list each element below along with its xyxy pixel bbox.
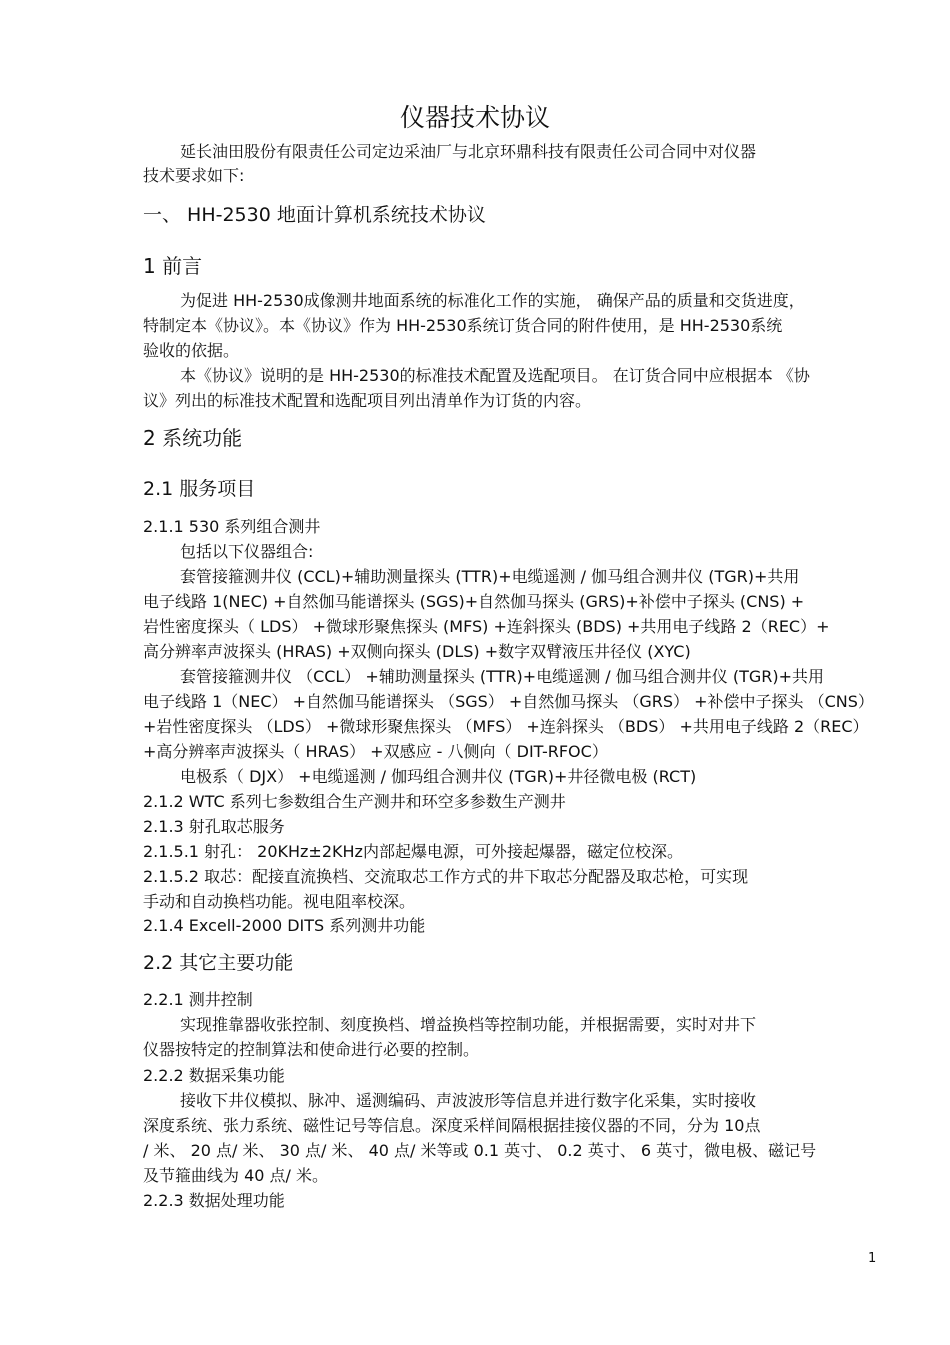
paragraph-line: 电子线路 1（NEC） +自然伽马能谱探头 （SGS） +自然伽马探头 （GRS） +补偿中子探头 （CNS） [143,692,874,711]
clause-heading: 2.2.2 数据采集功能 [143,1066,285,1085]
section-heading: 2 系统功能 [143,426,243,450]
paragraph-line: 及节箍曲线为 40 点/ 米。 [143,1166,329,1185]
paragraph-line: 接收下井仪模拟、脉冲、遥测编码、声波波形等信息并进行数字化采集，实时接收 [180,1091,757,1110]
paragraph-line: 高分辨率声波探头 (HRAS) +双侧向探头 (DLS) +数字双臂液压井径仪 (XYC) [143,642,691,661]
paragraph-line: 仪器按特定的控制算法和使命进行必要的控制。 [143,1040,480,1059]
paragraph-line: 本《协议》说明的是 HH-2530的标准技术配置及选配项目。 在订货合同中应根据本 《协 [180,366,810,385]
intro-line: 延长油田股份有限责任公司定边采油厂与北京环鼎科技有限责任公司合同中对仪器 [180,142,757,161]
clause-heading: 2.2.1 测井控制 [143,990,253,1009]
paragraph-line: 议》列出的标准技术配置和选配项目列出清单作为订货的内容。 [143,391,592,410]
paragraph-line: 为促进 HH-2530成像测井地面系统的标准化工作的实施， 确保产品的质量和交货进度， [180,291,805,310]
clause-heading: 2.1.2 WTC 系列七参数组合生产测井和环空多参数生产测井 [143,792,566,811]
paragraph-line: 套管接箍测井仪 (CCL)+辅助测量探头 (TTR)+电缆遥测 / 伽马组合测井仪 (TGR)+共用 [180,567,800,586]
paragraph-line: 套管接箍测井仪 （CCL） +辅助测量探头 (TTR)+电缆遥测 / 伽马组合测井仪 (TGR)+共用 [180,667,825,686]
paragraph-line: 验收的依据。 [143,341,240,360]
paragraph-line: 实现推靠器收张控制、刻度换档、增益换档等控制功能，并根据需要，实时对井下 [180,1015,757,1034]
paragraph-line: 岩性密度探头（ LDS） +微球形聚焦探头 (MFS) +连斜探头 (BDS) +共用电子线路 2（REC）+ [143,617,830,636]
clause-heading: 2.1.1 530 系列组合测井 [143,517,321,536]
subsection-heading: 2.2 其它主要功能 [143,952,294,974]
subsection-heading: 2.1 服务项目 [143,478,256,500]
paragraph-line: +岩性密度探头 （LDS） +微球形聚焦探头 （MFS） +连斜探头 （BDS） +共用电子线路 2（REC） [143,717,869,736]
paragraph-line: 特制定本《协议》。本《协议》作为 HH-2530系统订货合同的附件使用，是 HH-2530系统 [143,316,783,335]
clause-heading: 2.2.3 数据处理功能 [143,1191,285,1210]
paragraph-line: 手动和自动换档功能。视电阻率校深。 [143,892,416,911]
page-number: 1 [868,1251,877,1266]
paragraph-line: 包括以下仪器组合: [180,542,314,561]
clause-heading: 2.1.5.1 射孔： 20KHz±2KHz内部起爆电源，可外接起爆器，磁定位校深。 [143,842,683,861]
paragraph-line: 电极系（ DJX） +电缆遥测 / 伽玛组合测井仪 (TGR)+井径微电极 (RCT) [180,767,697,786]
paragraph-line: 深度系统、张力系统、磁性记号等信息。深度采样间隔根据挂接仪器的不同，分为 10点 [143,1116,761,1135]
section-heading: 一、 HH-2530 地面计算机系统技术协议 [143,204,486,226]
clause-heading: 2.1.4 Excell-2000 DITS 系列测井功能 [143,916,426,935]
clause-heading: 2.1.3 射孔取芯服务 [143,817,285,836]
clause-heading: 2.1.5.2 取芯：配接直流换档、交流取芯工作方式的井下取芯分配器及取芯枪，可实现 [143,867,749,886]
paragraph-line: / 米、 20 点/ 米、 30 点/ 米、 40 点/ 米等或 0.1 英寸、 0.2 英寸、 6 英寸，微电极、磁记号 [143,1141,817,1160]
paragraph-line: 电子线路 1(NEC) +自然伽马能谱探头 (SGS)+自然伽马探头 (GRS)+补偿中子探头 (CNS) + [143,592,805,611]
document-title: 仪器技术协议 [399,103,550,132]
paragraph-line: +高分辨率声波探头（ HRAS） +双感应 - 八侧向（ DIT-RFOC） [143,742,608,761]
intro-line: 技术要求如下: [143,166,245,185]
section-heading: 1 前言 [143,254,203,278]
